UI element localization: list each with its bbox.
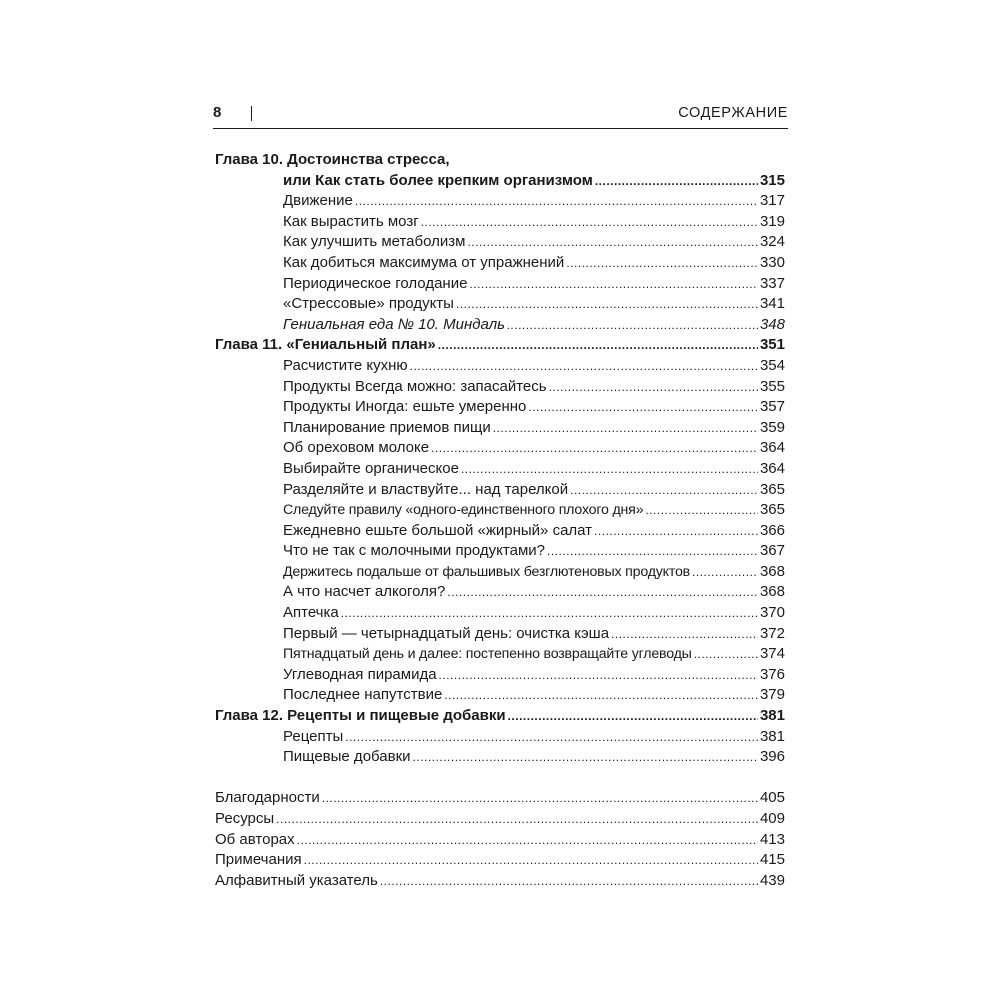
dot-leader [566, 253, 758, 274]
chapter-page: 381 [759, 707, 785, 725]
toc-entry[interactable] [215, 644, 785, 665]
dot-leader [493, 418, 758, 439]
entry-label: Об ореховом молоке [283, 439, 430, 457]
entry-page: 439 [759, 871, 785, 889]
table-of-contents [215, 150, 785, 891]
toc-entry[interactable] [215, 500, 785, 521]
toc-entry[interactable] [215, 582, 785, 603]
entry-label: «Стрессовые» продукты [283, 295, 454, 313]
entry-page: 409 [759, 810, 785, 827]
dot-leader [413, 747, 758, 768]
entry-page: 367 [759, 542, 785, 560]
entry-label: Алфавитный указатель [215, 871, 378, 889]
entry-page: 379 [759, 686, 785, 704]
entry-page: 330 [759, 253, 785, 271]
toc-entry[interactable] [215, 191, 785, 212]
toc-entry[interactable] [215, 603, 785, 624]
dot-leader [507, 315, 758, 336]
toc-entry[interactable] [215, 356, 785, 377]
toc-entry[interactable] [215, 397, 785, 418]
entry-label: Выбирайте органическое [283, 459, 459, 477]
toc-entry[interactable] [215, 850, 785, 871]
dot-leader [355, 191, 758, 212]
dot-leader [467, 232, 758, 253]
dot-leader [547, 541, 758, 562]
dot-leader [421, 212, 758, 233]
dot-leader [276, 809, 758, 830]
dot-leader [508, 706, 758, 727]
chapter-heading[interactable] [215, 150, 785, 171]
entry-page: 319 [759, 212, 785, 230]
entry-page: 348 [759, 315, 785, 333]
entry-page: 374 [759, 645, 785, 663]
entry-page: 370 [759, 604, 785, 622]
toc-entry[interactable] [215, 480, 785, 501]
toc-entry[interactable] [215, 727, 785, 748]
dot-leader [431, 438, 758, 459]
entry-label: Гениальная еда № 10. Миндаль [283, 315, 506, 333]
dot-leader [304, 850, 758, 871]
toc-entry[interactable] [215, 830, 785, 851]
toc-entry[interactable] [215, 274, 785, 295]
dot-leader [438, 335, 758, 356]
chapter-page: 351 [759, 336, 785, 354]
entry-label: Разделяйте и властвуйте... над тарелкой [283, 480, 569, 498]
entry-page: 366 [759, 521, 785, 539]
entry-page: 396 [759, 748, 785, 766]
entry-page: 368 [759, 562, 785, 580]
entry-label: Аптечка [283, 604, 339, 622]
toc-entry[interactable] [215, 459, 785, 480]
entry-label: Примечания [215, 851, 302, 869]
header-separator [251, 106, 252, 121]
entry-label: Последнее напутствие [283, 686, 443, 704]
dot-leader [469, 274, 758, 295]
entry-label: Держитесь подальше от фальшивых безглютеновых продуктов [283, 563, 691, 580]
entry-page: 324 [759, 233, 785, 251]
entry-label: Пищевые добавки [283, 748, 411, 766]
dot-leader [461, 459, 758, 480]
dot-leader [297, 830, 758, 851]
entry-label: Углеводная пирамида [283, 665, 437, 683]
chapter-heading[interactable] [215, 335, 785, 356]
entry-label: Первый — четырнадцатый день: очистка кэша [283, 624, 610, 642]
entry-label: Ежедневно ешьте большой «жирный» салат [283, 521, 593, 539]
entry-label: Планирование приемов пищи [283, 418, 491, 436]
toc-entry[interactable] [215, 562, 785, 583]
toc-entry[interactable] [215, 871, 785, 892]
toc-entry[interactable] [215, 665, 785, 686]
dot-leader [447, 582, 758, 603]
chapter-heading[interactable] [215, 171, 785, 192]
entry-page: 354 [759, 356, 785, 374]
entry-label: Продукты Иногда: ешьте умеренно [283, 398, 527, 416]
entry-label: Ресурсы [215, 810, 275, 827]
toc-entry[interactable] [215, 541, 785, 562]
dot-leader [380, 871, 758, 892]
toc-entry[interactable] [215, 624, 785, 645]
chapter-heading[interactable] [215, 706, 785, 727]
entry-label: Об авторах [215, 830, 295, 848]
entry-page: 415 [759, 851, 785, 869]
dot-leader [694, 644, 758, 665]
entry-page: 376 [759, 665, 785, 683]
toc-entry[interactable] [215, 212, 785, 233]
dot-leader [322, 788, 758, 809]
entry-label: А что насчет алкоголя? [283, 583, 446, 601]
chapter-title-line1: Глава 10. Достоинства стресса, [215, 151, 450, 168]
entry-page: 365 [759, 480, 785, 498]
entry-label: Как добиться максимума от упражнений [283, 253, 565, 271]
page-number: 8 [213, 104, 222, 121]
chapter-page: 315 [759, 171, 785, 189]
dot-leader [528, 397, 758, 418]
entry-page: 364 [759, 459, 785, 477]
toc-entry[interactable] [215, 521, 785, 542]
dot-leader [594, 521, 758, 542]
dot-leader [439, 665, 758, 686]
entry-label: Как вырастить мозг [283, 212, 419, 230]
running-head [213, 104, 788, 129]
toc-entry[interactable] [215, 232, 785, 253]
dot-leader [611, 624, 758, 645]
entry-label: Рецепты [283, 727, 344, 745]
dot-leader [456, 294, 758, 315]
entry-page: 405 [759, 789, 785, 807]
chapter-title: Глава 11. «Гениальный план» [215, 336, 436, 354]
entry-page: 381 [759, 727, 785, 745]
entry-page: 357 [759, 398, 785, 416]
entry-label: Что не так с молочными продуктами? [283, 542, 545, 560]
toc-entry[interactable] [215, 747, 785, 768]
entry-page: 372 [759, 624, 785, 642]
entry-page: 364 [759, 439, 785, 457]
entry-page: 355 [759, 377, 785, 395]
entry-page: 365 [759, 501, 785, 519]
entry-label: Движение [283, 192, 353, 210]
chapter-title-line2: или Как стать более крепким организмом [283, 171, 593, 189]
entry-label: Благодарности [215, 789, 320, 807]
toc-entry[interactable] [215, 377, 785, 398]
entry-page: 337 [759, 274, 785, 292]
chapter-title: Глава 12. Рецепты и пищевые добавки [215, 707, 506, 725]
toc-entry[interactable] [215, 294, 785, 315]
entry-label: Пятнадцатый день и далее: постепенно возвращайте углеводы [283, 646, 692, 663]
dot-leader [341, 603, 758, 624]
entry-page: 413 [759, 830, 785, 848]
dot-leader [645, 500, 758, 521]
toc-entry[interactable] [215, 253, 785, 274]
dot-leader [570, 480, 758, 501]
toc-entry[interactable] [215, 788, 785, 809]
section-title: СОДЕРЖАНИЕ [678, 105, 788, 121]
entry-label: Расчистите кухню [283, 356, 408, 374]
dot-leader [595, 171, 758, 192]
entry-label: Следуйте правилу «одного-единственного плохого дня» [283, 502, 644, 519]
toc-entry[interactable] [215, 809, 785, 830]
entry-page: 359 [759, 418, 785, 436]
toc-entry[interactable] [215, 438, 785, 459]
entry-label: Продукты Всегда можно: запасайтесь [283, 377, 547, 395]
section-gap [215, 768, 785, 789]
dot-leader [549, 377, 758, 398]
dot-leader [444, 685, 758, 706]
toc-entry[interactable] [215, 315, 785, 336]
entry-label: Периодическое голодание [283, 274, 468, 292]
dot-leader [692, 562, 758, 583]
entry-page: 341 [759, 295, 785, 313]
toc-entry[interactable] [215, 418, 785, 439]
entry-page: 368 [759, 583, 785, 601]
toc-entry[interactable] [215, 685, 785, 706]
entry-page: 317 [759, 192, 785, 210]
dot-leader [410, 356, 758, 377]
entry-label: Как улучшить метаболизм [283, 233, 466, 251]
dot-leader [345, 727, 758, 748]
